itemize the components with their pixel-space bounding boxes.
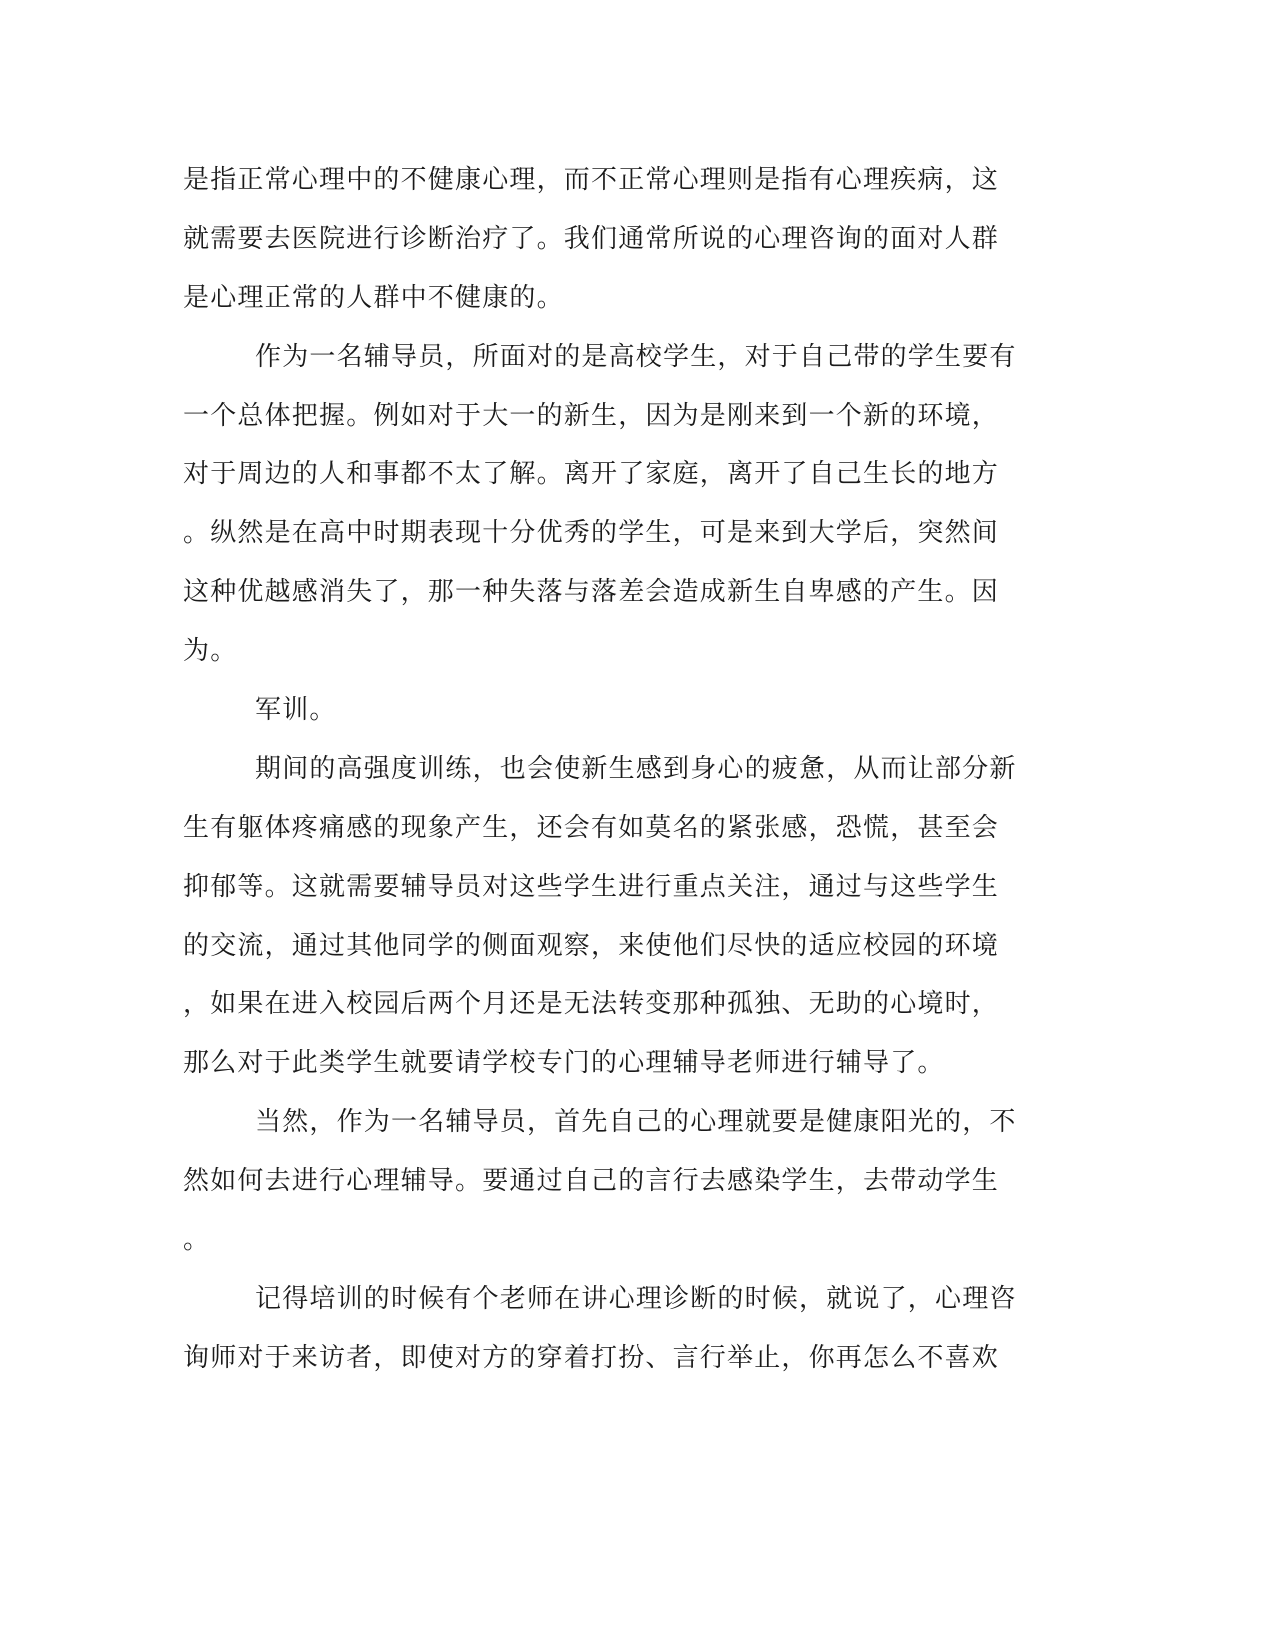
text-line: 。纵然是在高中时期表现十分优秀的学生，可是来到大学后，突然间 — [183, 518, 1000, 548]
text-line: 一个总体把握。例如对于大一的新生，因为是刚来到一个新的环境， — [183, 401, 1000, 431]
text-line: 对于周边的人和事都不太了解。离开了家庭，离开了自己生长的地方 — [183, 459, 1000, 489]
text-line: 当然，作为一名辅导员，首先自己的心理就要是健康阳光的，不 — [255, 1107, 1017, 1137]
text-line: 然如何去进行心理辅导。要通过自己的言行去感染学生，去带动学生 — [183, 1166, 1000, 1196]
text-line: ，如果在进入校园后两个月还是无法转变那种孤独、无助的心境时， — [183, 989, 1000, 1019]
text-line: 就需要去医院进行诊断治疗了。我们通常所说的心理咨询的面对人群 — [183, 224, 1000, 254]
text-line: 抑郁等。这就需要辅导员对这些学生进行重点关注，通过与这些学生 — [183, 872, 1000, 902]
text-line: 生有躯体疼痛感的现象产生，还会有如莫名的紧张感，恐慌，甚至会 — [183, 813, 1000, 843]
text-line: 询师对于来访者，即使对方的穿着打扮、言行举止，你再怎么不喜欢 — [183, 1343, 1000, 1373]
text-line: 的交流，通过其他同学的侧面观察，来使他们尽快的适应校园的环境 — [183, 931, 1000, 961]
text-line: 。 — [183, 1225, 211, 1255]
text-line: 军训。 — [255, 695, 337, 725]
text-line: 是心理正常的人群中不健康的。 — [183, 283, 564, 313]
text-line: 这种优越感消失了，那一种失落与落差会造成新生自卑感的产生。因 — [183, 577, 1000, 607]
text-line: 作为一名辅导员，所面对的是高校学生，对于自己带的学生要有 — [255, 342, 1017, 372]
text-line: 为。 — [183, 636, 238, 666]
text-line: 那么对于此类学生就要请学校专门的心理辅导老师进行辅导了。 — [183, 1048, 945, 1078]
text-line: 记得培训的时候有个老师在讲心理诊断的时候，就说了，心理咨 — [255, 1284, 1017, 1314]
text-line: 期间的高强度训练，也会使新生感到身心的疲惫，从而让部分新 — [255, 754, 1017, 784]
text-line: 是指正常心理中的不健康心理，而不正常心理则是指有心理疾病，这 — [183, 165, 1000, 195]
